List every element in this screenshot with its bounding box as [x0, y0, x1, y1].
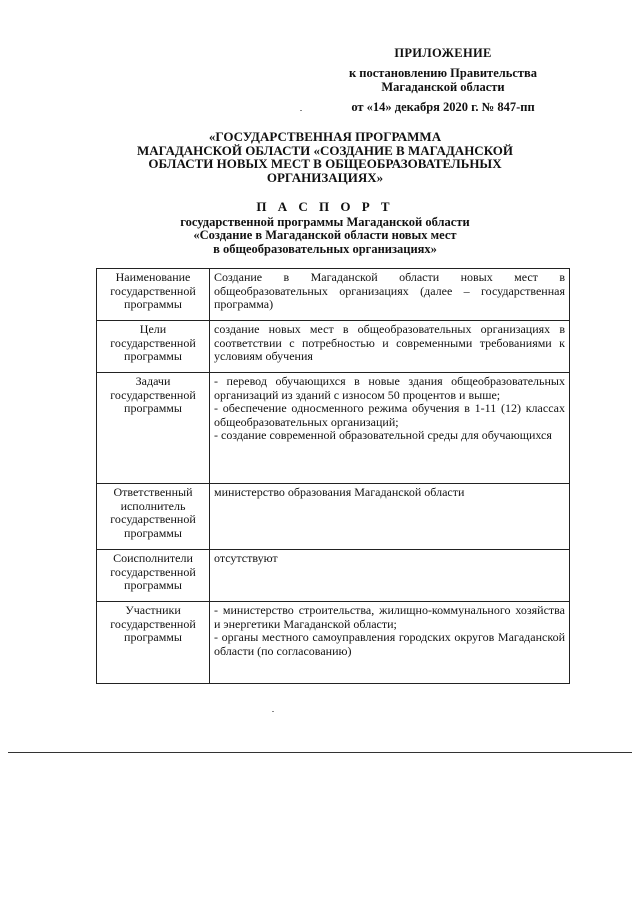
- row-value-text: создание новых мест в общеобразовательных организациях в соответствии с потребностью и современными требованиями к условиям обучения: [214, 322, 565, 363]
- passport-subtitle-line-3: в общеобразовательных организациях»: [213, 241, 437, 256]
- row-value-text: отсутствуют: [214, 551, 278, 565]
- row-value: [210, 550, 570, 602]
- table-row-participants: [97, 602, 570, 684]
- table-row-goals: [97, 321, 570, 373]
- table-row-coexecutors: [97, 550, 570, 602]
- row-value: [210, 321, 570, 373]
- program-title: [90, 130, 560, 184]
- row-value-text: - перевод обучающихся в новые здания общеобразовательных организаций из зданий с износом 50 процентов и выше;: [214, 374, 565, 402]
- row-value: [210, 373, 570, 484]
- row-value: [210, 484, 570, 550]
- row-value-text: - создание современной образовательной среды для обучающихся: [214, 428, 552, 442]
- row-value-text: - министерство строительства, жилищно-коммунального хозяйства и энергетики Магаданской области;: [214, 603, 565, 631]
- passport-table: [96, 268, 570, 684]
- program-title-line-1: «ГОСУДАРСТВЕННАЯ ПРОГРАММА: [208, 129, 442, 144]
- row-label: Задачи государственной программы: [97, 373, 210, 484]
- table-row-executor: [97, 484, 570, 550]
- row-value-text: - обеспечение односменного режима обучения в 1-11 (12) классах общеобразовательных организаций;: [214, 401, 565, 429]
- row-value-text: министерство образования Магаданской области: [214, 485, 465, 499]
- appendix-date: от «14» декабря 2020 г. № 847-пп: [351, 100, 535, 114]
- footer-rule: [8, 752, 632, 753]
- program-title-line-3: ОБЛАСТИ НОВЫХ МЕСТ В ОБЩЕОБРАЗОВАТЕЛЬНЫХ: [148, 156, 502, 171]
- row-value: [210, 602, 570, 684]
- appendix-line-1: к постановлению Правительства: [348, 66, 538, 80]
- program-title-line-2: МАГАДАНСКОЙ ОБЛАСТИ «СОЗДАНИЕ В МАГАДАНСКОЙ: [136, 142, 514, 158]
- row-value: [210, 269, 570, 321]
- table-row-tasks: [97, 373, 570, 484]
- row-label: Цели государственной программы: [97, 321, 210, 373]
- program-title-line-4: ОРГАНИЗАЦИЯХ»: [266, 169, 384, 185]
- passport-heading: [90, 200, 560, 256]
- scan-speck: [300, 110, 302, 111]
- row-label: Ответственный исполнитель государственной программы: [97, 484, 210, 550]
- row-label: Участники государственной программы: [97, 602, 210, 684]
- scan-speck: [272, 711, 274, 712]
- row-label: Наименование государственной программы: [97, 269, 210, 321]
- table-row-name: [97, 269, 570, 321]
- passport-word: П А С П О Р Т: [256, 199, 394, 214]
- row-value-text: Создание в Магаданской области новых мест в общеобразовательных организациях (далее – государственная программа): [214, 270, 565, 311]
- appendix-title: ПРИЛОЖЕНИЕ: [394, 46, 492, 60]
- row-value-text: - органы местного самоуправления городских округов Магаданской области (по согласованию): [214, 630, 565, 658]
- appendix-block: [318, 46, 568, 114]
- passport-subtitle-line-1: государственной программы Магаданской области: [180, 214, 470, 229]
- appendix-line-2: Магаданской области: [381, 80, 505, 94]
- passport-subtitle-line-2: «Создание в Магаданской области новых мест: [193, 228, 457, 242]
- row-label: Соисполнители государственной программы: [97, 550, 210, 602]
